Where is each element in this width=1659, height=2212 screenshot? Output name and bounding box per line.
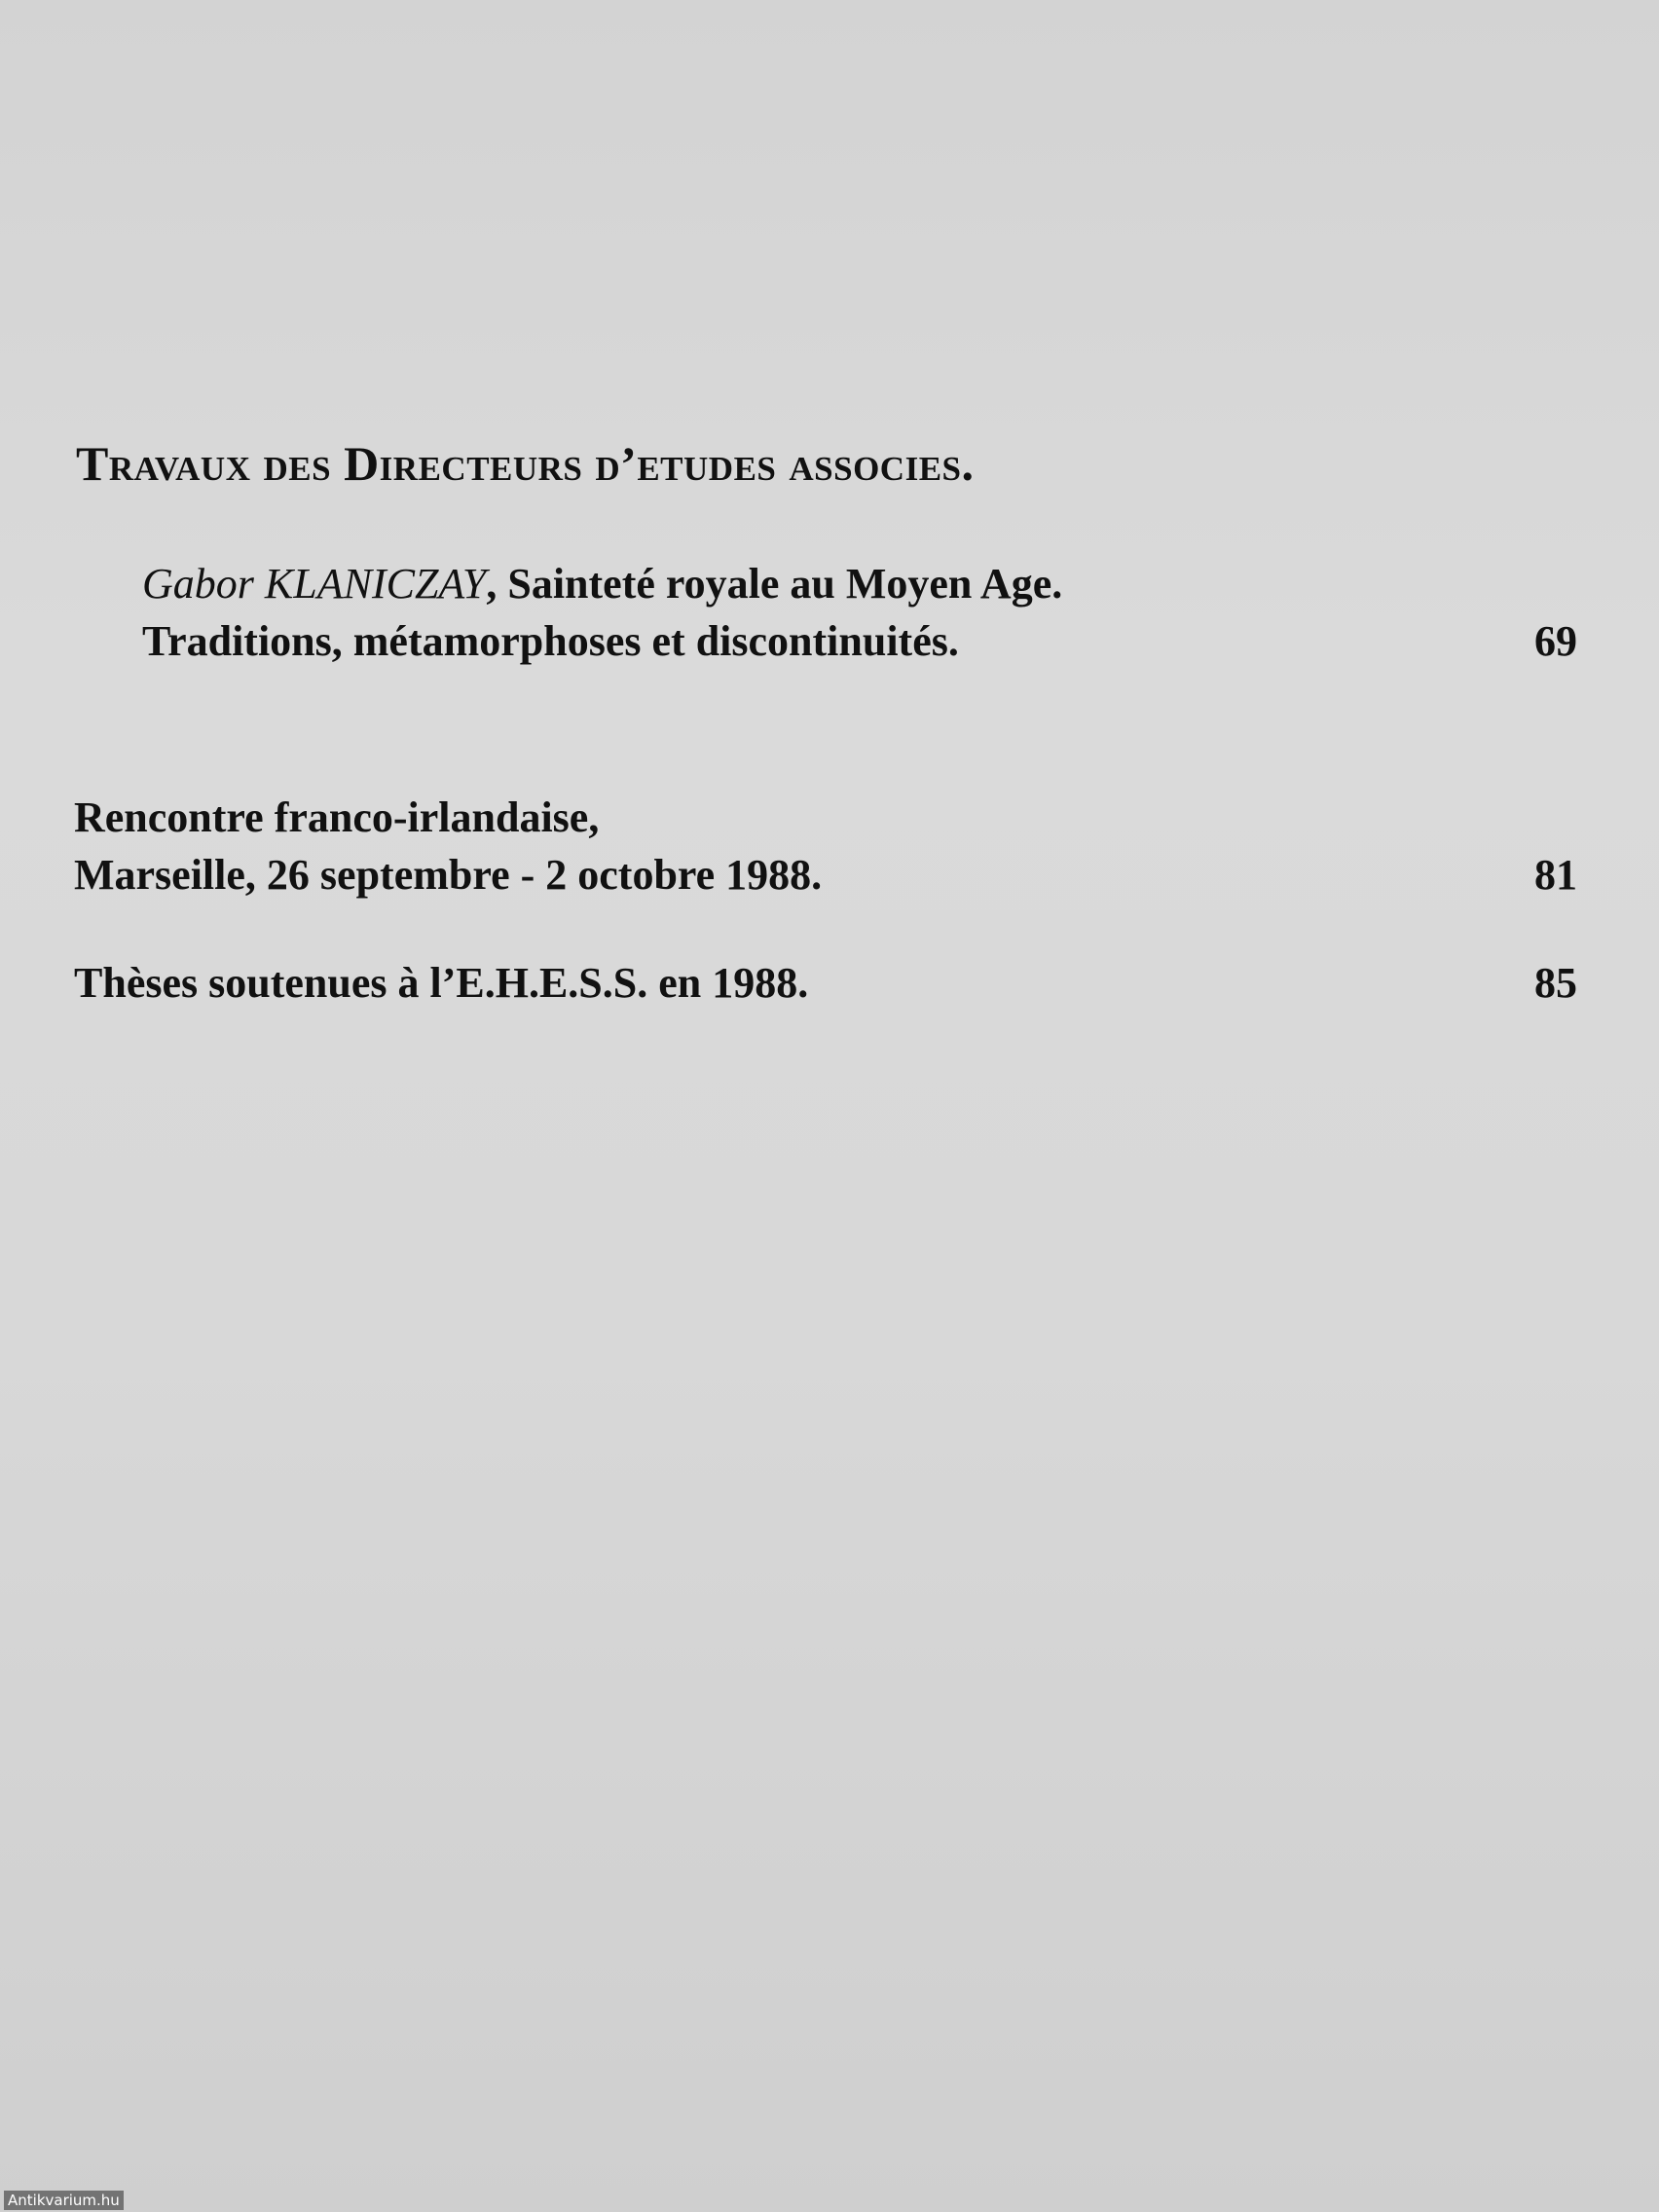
page-number: 81 — [1534, 851, 1577, 899]
entry-title: Rencontre franco-irlandaise, — [74, 793, 600, 841]
toc-entry-klaniczay — [142, 555, 1062, 670]
toc-entry-theses — [74, 954, 808, 1012]
toc-entry-line — [142, 555, 1062, 612]
entry-subtitle: Traditions, métamorphoses et discontinuités. — [142, 617, 959, 665]
toc-entry-rencontre — [74, 789, 822, 903]
entry-author: Gabor KLANICZAY — [142, 560, 487, 608]
entry-title: Thèses soutenues à l’E.H.E.S.S. en 1988. — [74, 959, 809, 1007]
entry-subtitle: Marseille, 26 septembre - 2 octobre 1988. — [74, 851, 823, 899]
page-number: 69 — [1534, 617, 1577, 665]
watermark-text: Antikvarium.hu — [4, 2191, 124, 2210]
section-heading: Travaux des Directeurs d’etudes associes. — [76, 436, 975, 491]
entry-title: , Sainteté royale au Moyen Age. — [486, 560, 1063, 608]
page-number: 85 — [1534, 959, 1577, 1007]
